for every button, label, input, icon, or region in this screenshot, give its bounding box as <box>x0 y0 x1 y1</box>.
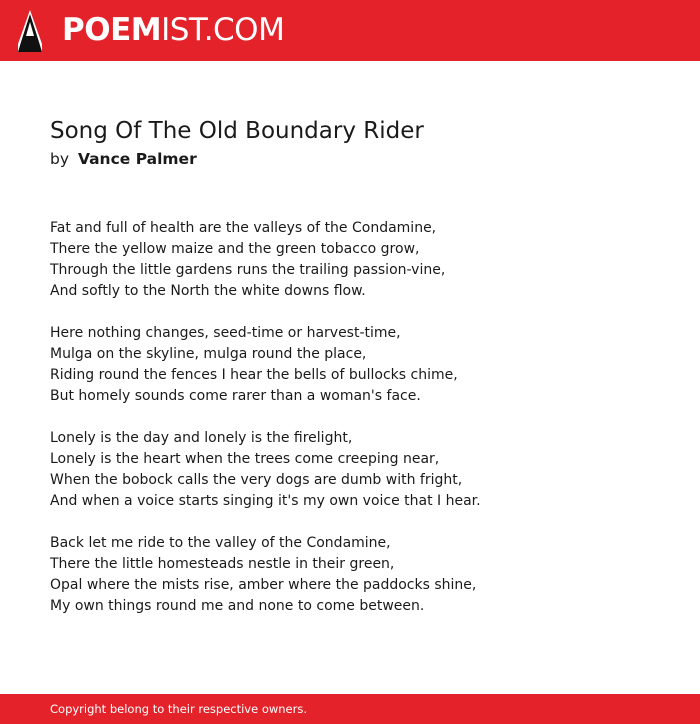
poem-line: Through the little gardens runs the trailing passion-vine, <box>50 262 446 278</box>
author-name[interactable]: Vance Palmer <box>77 150 197 168</box>
poem-title: Song Of The Old Boundary Rider <box>50 118 424 144</box>
by-label: by <box>50 150 70 168</box>
poem-line: And when a voice starts singing it's my own voice that I hear. <box>50 493 481 509</box>
poem-line: There the yellow maize and the green tobacco grow, <box>50 241 420 257</box>
poem-line: My own things round me and none to come between. <box>50 598 425 614</box>
poem-line: Back let me ride to the valley of the Condamine, <box>50 535 391 551</box>
site-footer <box>0 694 700 724</box>
site-header <box>0 0 700 61</box>
poem-line: Riding round the fences I hear the bells of bullocks chime, <box>50 367 458 383</box>
pencil-icon[interactable] <box>18 10 42 52</box>
poem-line: Lonely is the day and lonely is the firelight, <box>50 430 353 446</box>
copyright-text: Copyright belong to their respective owners. <box>50 702 308 716</box>
poem-line: When the bobock calls the very dogs are dumb with fright, <box>50 472 463 488</box>
logo-bold-text: POEM <box>62 12 162 48</box>
site-logo[interactable] <box>62 12 284 48</box>
poem-line: Opal where the mists rise, amber where the paddocks shine, <box>50 577 477 593</box>
poem-line: Mulga on the skyline, mulga round the place, <box>50 346 367 362</box>
poem-line: Here nothing changes, seed-time or harvest-time, <box>50 325 401 341</box>
byline <box>50 148 197 170</box>
poem-line: There the little homesteads nestle in their green, <box>50 556 395 572</box>
stanza-4 <box>50 533 670 617</box>
poem-line: And softly to the North the white downs flow. <box>50 283 366 299</box>
stanza-3 <box>50 428 670 512</box>
poem-line: Fat and full of health are the valleys of the Condamine, <box>50 220 437 236</box>
poem-line: But homely sounds come rarer than a woman's face. <box>50 388 421 404</box>
stanza-2 <box>50 323 670 407</box>
poem-body <box>50 218 670 638</box>
logo-light-text: IST.COM <box>161 12 285 48</box>
stanza-1 <box>50 218 670 302</box>
poem-line: Lonely is the heart when the trees come creeping near, <box>50 451 440 467</box>
